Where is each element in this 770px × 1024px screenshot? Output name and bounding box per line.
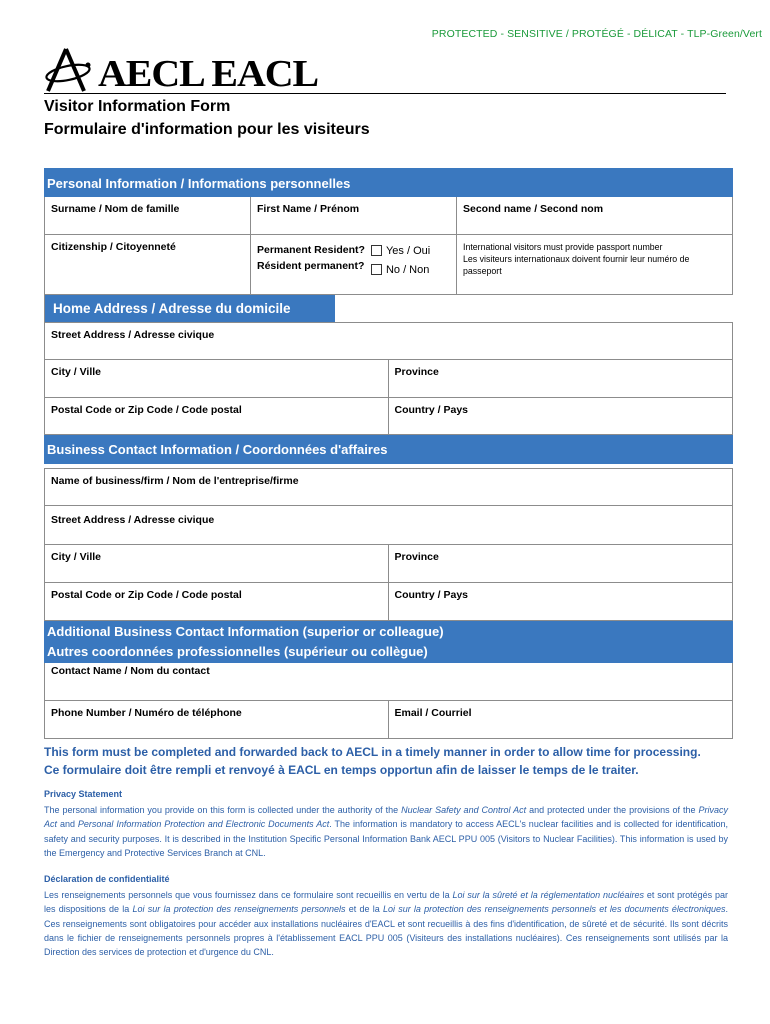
pr-label-fr: Résident permanent? [257, 260, 365, 272]
phone-label: Phone Number / Numéro de téléphone [51, 707, 242, 719]
pr-no-option[interactable] [371, 260, 430, 279]
home-province-label: Province [394, 366, 439, 378]
header-rule [44, 93, 726, 94]
business-country-field[interactable] [389, 583, 733, 620]
passport-field[interactable] [457, 235, 732, 294]
additional-row-phone [44, 701, 733, 739]
logo-wordmark: AECL EACL [98, 53, 319, 95]
section-home-heading-row [44, 295, 733, 322]
first-name-label: First Name / Prénom [257, 203, 360, 215]
home-street-field[interactable] [45, 323, 732, 359]
processing-notice [44, 743, 734, 779]
home-row-postal [44, 398, 733, 435]
section-home-heading: Home Address / Adresse du domicile [45, 295, 335, 322]
business-row-postal [44, 583, 733, 621]
contact-name-label: Contact Name / Nom du contact [51, 665, 210, 677]
pr-yes-checkbox[interactable] [371, 245, 382, 256]
form-title-fr: Formulaire d'information pour les visiteurs [44, 121, 370, 138]
pr-yes-option[interactable] [371, 241, 430, 260]
business-city-field[interactable] [45, 545, 389, 582]
home-country-field[interactable] [389, 398, 733, 434]
home-postal-field[interactable] [45, 398, 389, 434]
business-row-name [44, 468, 733, 506]
home-country-label: Country / Pays [394, 404, 469, 416]
section-personal-heading: Personal Information / Informations personnelles [44, 168, 733, 197]
surname-field[interactable] [45, 197, 251, 234]
classification-label: PROTECTED - SENSITIVE / PROTÉGÉ - DÉLICAT - TLP-Green/Vert [431, 28, 762, 40]
privacy-body-fr: Les renseignements personnels que vous fournissez dans ce formulaire sont recueillis en vertu de la Loi sur la sûreté et la réglementation nucléaires et sont protégés par les dispositions de la Loi sur la protection des renseignements personnels et de la Loi sur la protection des renseignements personnels et les documents électroniques. Ces renseignements sont obligatoires pour accéder aux installations nucléaires d'EACL et sont recueillis à des fins d'identification, de sûreté et de sécurité. Ils sont décrits dans le fichier de renseignements personnels propres à l'établissement EACL PPU 005 (Visiteurs des installations nucléaires). Ces renseignements sont utilisés par la Direction des services de protection et d'urgence du CNL. [44, 890, 728, 958]
intl-note-fr: Les visiteurs internationaux doivent fournir leur numéro de passeport [463, 254, 690, 276]
additional-heading-en: Additional Business Contact Information (superior or colleague) [47, 624, 444, 639]
citizenship-label: Citizenship / Citoyenneté [51, 241, 176, 253]
home-postal-label: Postal Code or Zip Code / Code postal [51, 404, 242, 416]
personal-row-citizenship [44, 235, 733, 295]
home-city-field[interactable] [45, 360, 389, 397]
business-province-label: Province [394, 551, 439, 563]
business-province-field[interactable] [389, 545, 733, 582]
section-business-heading: Business Contact Information / Coordonnées d'affaires [44, 435, 733, 464]
citizenship-field[interactable] [45, 235, 251, 294]
pr-no-label: No / Non [385, 263, 430, 276]
pr-label-en: Permanent Resident? [257, 244, 365, 256]
home-province-field[interactable] [389, 360, 733, 397]
business-city-label: City / Ville [51, 551, 101, 563]
additional-row-contact [44, 663, 733, 701]
home-city-label: City / Ville [51, 366, 101, 378]
form-title-en: Visitor Information Form [44, 98, 231, 115]
home-row-street [44, 322, 733, 360]
business-street-field[interactable] [45, 506, 732, 544]
first-name-field[interactable] [251, 197, 457, 234]
privacy-heading-en: Privacy Statement [44, 789, 123, 799]
business-name-label: Name of business/firm / Nom de l'entreprise/firme [51, 475, 299, 487]
email-label: Email / Courriel [394, 707, 472, 719]
privacy-body-en: The personal information you provide on this form is collected under the authority of the Nuclear Safety and Control Act and protected under the provisions of the Privacy Act and Personal Information Protection and Electronic Documents Act. The information is mandatory to access AECL's nuclear facilities and is collected for identification, safety and security purposes. It is described in the Institution Specific Personal Information Bank AECL PPU 005 (Visitors to Nuclear Facilities). This information is used by the Emergency and Protective Services Branch at CNL. [44, 805, 728, 858]
notice-fr: Ce formulaire doit être rempli et renvoyé à EACL en temps opportun afin de laisser le temps de le traiter. [44, 763, 639, 777]
section-additional-heading [44, 621, 733, 663]
email-field[interactable] [389, 701, 733, 738]
permanent-resident-field [251, 235, 457, 294]
surname-label: Surname / Nom de famille [51, 203, 180, 215]
business-row-street [44, 506, 733, 545]
business-row-city [44, 545, 733, 583]
notice-en: This form must be completed and forwarded back to AECL in a timely manner in order to allow time for processing. [44, 745, 701, 759]
business-postal-label: Postal Code or Zip Code / Code postal [51, 589, 242, 601]
additional-heading-fr: Autres coordonnées professionnelles (supérieur ou collègue) [47, 644, 428, 659]
business-country-label: Country / Pays [394, 589, 469, 601]
home-row-city [44, 360, 733, 398]
business-name-field[interactable] [45, 469, 732, 505]
second-name-field[interactable] [457, 197, 732, 234]
aecl-logo [44, 45, 319, 95]
contact-name-field[interactable] [45, 663, 732, 700]
pr-yes-label: Yes / Oui [385, 244, 431, 257]
visitor-form [44, 168, 733, 739]
business-street-label: Street Address / Adresse civique [51, 514, 215, 526]
business-postal-field[interactable] [45, 583, 389, 620]
second-name-label: Second name / Second nom [463, 203, 604, 215]
aecl-atom-icon [44, 47, 94, 93]
pr-no-checkbox[interactable] [371, 264, 382, 275]
home-street-label: Street Address / Adresse civique [51, 329, 215, 341]
phone-field[interactable] [45, 701, 389, 738]
personal-row-names [44, 197, 733, 235]
intl-note-en: International visitors must provide passport number [463, 242, 663, 252]
privacy-heading-fr: Déclaration de confidentialité [44, 874, 170, 884]
